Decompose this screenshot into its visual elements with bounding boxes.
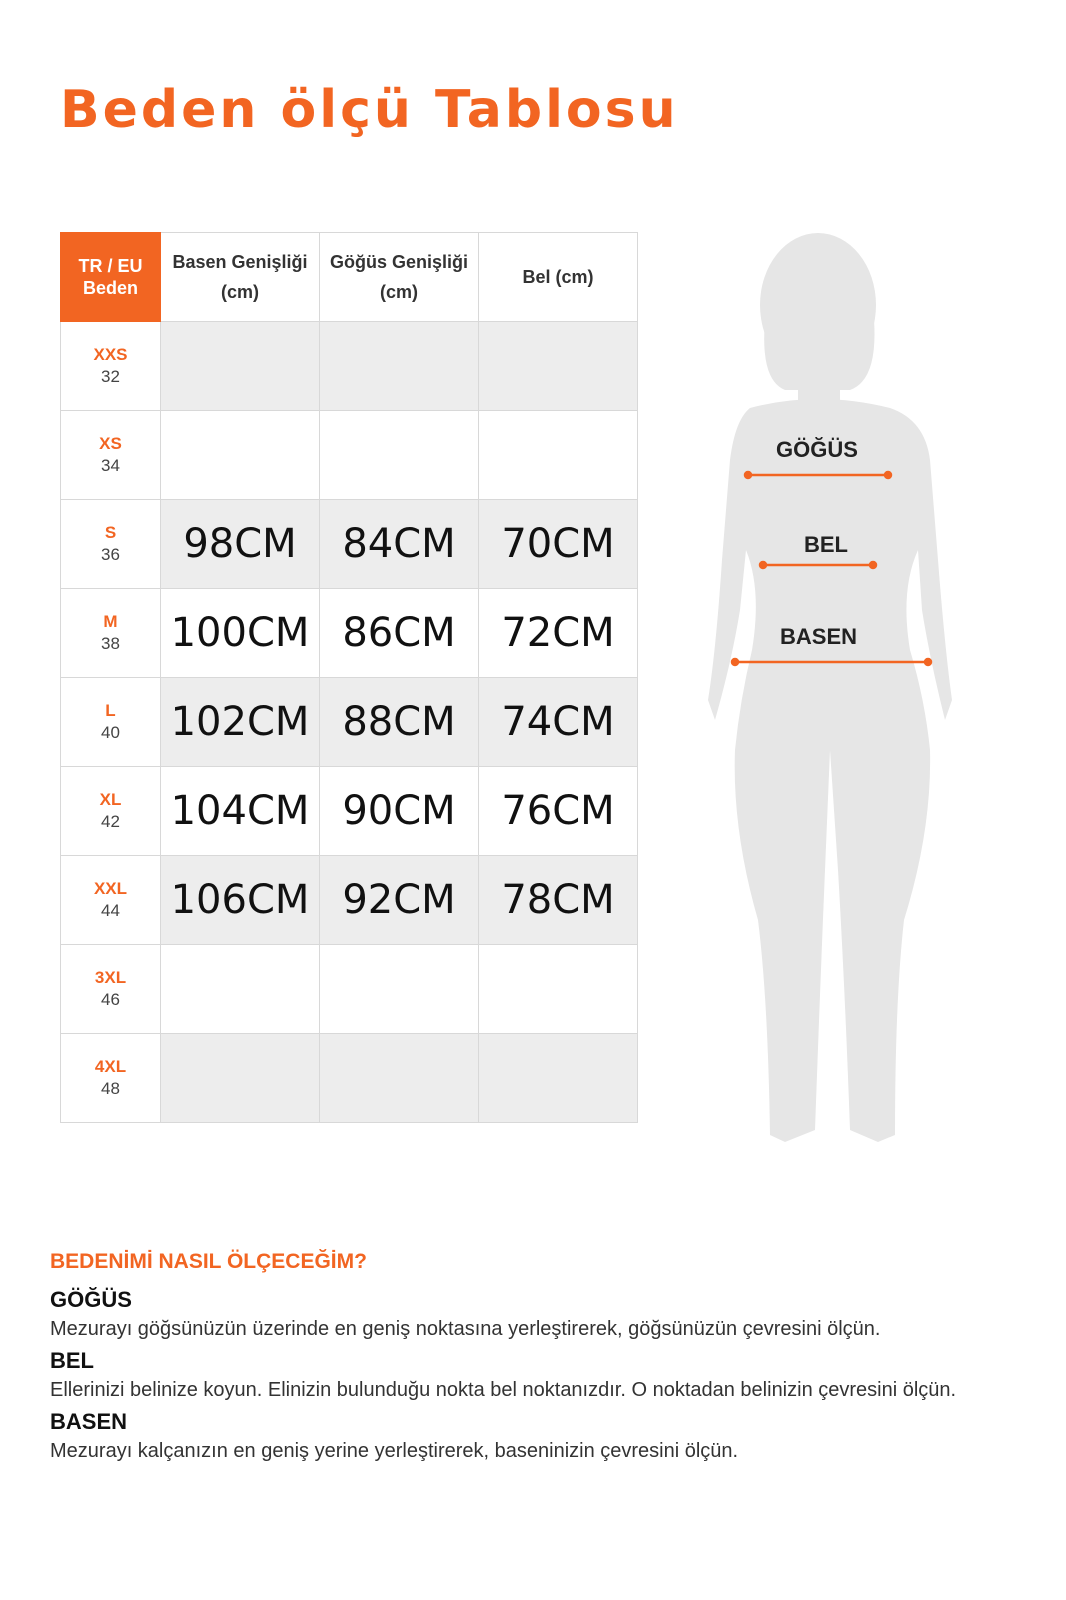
chest-value: 86CM <box>320 589 479 678</box>
waist-label: BEL <box>804 532 848 557</box>
size-code: XL <box>99 790 122 809</box>
waist-value <box>479 945 638 1034</box>
chest-value: 92CM <box>320 856 479 945</box>
header-hip <box>161 233 320 322</box>
chest-value <box>320 1034 479 1123</box>
table-row <box>61 411 638 500</box>
header-waist <box>479 233 638 322</box>
size-number: 46 <box>101 990 120 1009</box>
size-code: L <box>105 701 116 720</box>
size-number: 38 <box>101 634 120 653</box>
table-row <box>61 589 638 678</box>
table-row <box>61 945 638 1034</box>
chest-value: 84CM <box>320 500 479 589</box>
female-silhouette-icon <box>690 230 970 1150</box>
waist-value <box>479 1034 638 1123</box>
hip-value <box>161 322 320 411</box>
size-cell <box>61 411 161 500</box>
size-cell <box>61 1034 161 1123</box>
hip-label: BASEN <box>780 624 858 649</box>
size-cell <box>61 767 161 856</box>
guide-chest-text: Mezurayı göğsünüzün üzerinde en geniş noktasına yerleştirerek, göğsünüzün çevresini ölçün. <box>50 1318 881 1340</box>
chest-value <box>320 322 479 411</box>
size-cell <box>61 945 161 1034</box>
waist-value: 78CM <box>479 856 638 945</box>
size-code: XS <box>99 434 122 453</box>
waist-value: 70CM <box>479 500 638 589</box>
table-row <box>61 1034 638 1123</box>
size-cell <box>61 678 161 767</box>
waist-value: 72CM <box>479 589 638 678</box>
size-code: XXL <box>93 879 128 898</box>
size-code: 4XL <box>94 1057 127 1076</box>
hip-value <box>161 945 320 1034</box>
header-size-line1: TR / EU <box>78 256 143 276</box>
table-row <box>61 767 638 856</box>
measurement-guide <box>50 1250 1010 1469</box>
guide-hip-text: Mezurayı kalçanızın en geniş yerine yerleştirerek, baseninizin çevresini ölçün. <box>50 1440 739 1462</box>
chest-label: GÖĞÜS <box>776 437 858 462</box>
size-number: 48 <box>101 1079 120 1098</box>
chest-value <box>320 945 479 1034</box>
size-number: 32 <box>101 367 120 386</box>
hip-value: 106CM <box>161 856 320 945</box>
table-row <box>61 500 638 589</box>
hip-value: 104CM <box>161 767 320 856</box>
guide-waist-heading: BEL <box>50 1348 94 1373</box>
waist-value <box>479 322 638 411</box>
hip-value <box>161 1034 320 1123</box>
table-row <box>61 322 638 411</box>
hip-value: 100CM <box>161 589 320 678</box>
table-row <box>61 678 638 767</box>
size-cell <box>61 322 161 411</box>
size-chart-table <box>60 232 638 1123</box>
header-chest <box>320 233 479 322</box>
size-code: S <box>104 523 117 542</box>
chest-value: 88CM <box>320 678 479 767</box>
header-chest-line2: (cm) <box>379 282 418 302</box>
guide-chest-heading: GÖĞÜS <box>50 1287 132 1312</box>
page-title: Beden ölçü Tablosu <box>60 80 679 140</box>
header-hip-line2: (cm) <box>220 282 259 302</box>
size-number: 40 <box>101 723 120 742</box>
size-number: 44 <box>101 901 120 920</box>
size-cell <box>61 500 161 589</box>
waist-value: 76CM <box>479 767 638 856</box>
size-code: 3XL <box>94 968 127 987</box>
waist-value: 74CM <box>479 678 638 767</box>
chest-value <box>320 411 479 500</box>
size-number: 34 <box>101 456 120 475</box>
guide-waist-text: Ellerinizi belinize koyun. Elinizin bulunduğu nokta bel noktanızdır. O noktadan belinizin çevresini ölçün. <box>50 1379 957 1401</box>
header-hip-line1: Basen Genişliği <box>172 252 308 272</box>
body-silhouette-figure <box>690 230 970 1150</box>
header-waist-line1: Bel (cm) <box>522 267 594 287</box>
guide-title: BEDENİMİ NASIL ÖLÇECEĞİM? <box>50 1250 367 1273</box>
size-number: 42 <box>101 812 120 831</box>
size-code: XXS <box>93 345 128 364</box>
size-number: 36 <box>101 545 120 564</box>
table-row <box>61 856 638 945</box>
hip-value <box>161 411 320 500</box>
size-cell <box>61 589 161 678</box>
hip-value: 102CM <box>161 678 320 767</box>
waist-value <box>479 411 638 500</box>
table-header-row <box>61 233 638 322</box>
guide-hip-heading: BASEN <box>50 1409 128 1434</box>
chest-value: 90CM <box>320 767 479 856</box>
hip-value: 98CM <box>161 500 320 589</box>
size-cell <box>61 856 161 945</box>
size-code: M <box>103 612 118 631</box>
header-size-line2: Beden <box>82 278 138 298</box>
header-size-label <box>61 233 161 322</box>
header-chest-line1: Göğüs Genişliği <box>329 252 468 272</box>
